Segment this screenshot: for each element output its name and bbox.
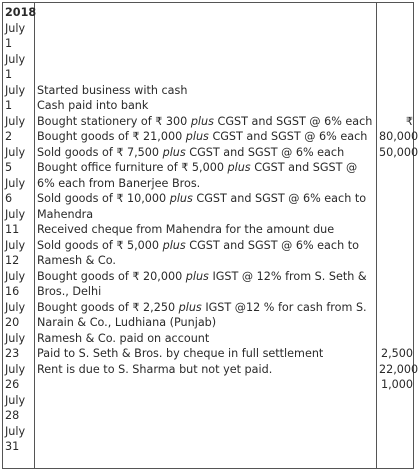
date-line: 6	[5, 192, 13, 205]
date-line: July	[5, 207, 26, 221]
date-line: July	[5, 176, 26, 190]
date-line: July	[5, 21, 26, 35]
year-label: 2018	[5, 6, 37, 19]
date-line: 23	[5, 347, 20, 360]
date-line: July	[5, 83, 26, 97]
date-line: 12	[5, 254, 20, 267]
amount-value: 1,000	[380, 378, 413, 391]
date-line: 1	[5, 37, 13, 50]
date-line: 11	[5, 223, 20, 236]
date-line: July	[5, 238, 26, 252]
date-line: 1	[5, 68, 13, 81]
transaction-entry: Cash paid into bank	[37, 99, 149, 112]
date-line: July	[5, 362, 26, 376]
date-line: July	[5, 52, 26, 66]
amount-column	[379, 5, 418, 393]
transaction-entry: Sold goods of ₹ 7,500 plus CGST and SGST @ 6% each	[37, 145, 345, 159]
transaction-entry: Bought goods of ₹ 2,250 plus IGST @12 % for cash from S. Narain & Co., Ludhiana (Punjab)	[37, 300, 367, 329]
date-line: 1	[5, 99, 13, 112]
date-line: 2	[5, 130, 13, 143]
transaction-entry: Sold goods of ₹ 10,000 plus CGST and SGST @ 6% each to Mahendra	[37, 192, 367, 221]
date-line: July	[5, 331, 26, 345]
transactions-table	[2, 2, 418, 469]
transaction-entry: Bought stationery of ₹ 300 plus CGST and SGST @ 6% each	[37, 114, 373, 128]
date-line: 20	[5, 316, 20, 329]
date-line: July	[5, 424, 26, 438]
amount-value: 50,000	[379, 145, 418, 159]
transaction-entry: Sold goods of ₹ 5,000 plus CGST and SGST @ 6% each to Ramesh & Co.	[37, 238, 359, 267]
amount-value: 80,000	[379, 130, 418, 143]
date-line: 16	[5, 285, 20, 298]
date-line: July	[5, 145, 26, 159]
date-line: 5	[5, 161, 13, 174]
transaction-entry: Bought goods of ₹ 20,000 plus IGST @ 12% from S. Seth & Bros., Delhi	[37, 269, 367, 298]
transaction-entry: Paid to S. Seth & Bros. by cheque in full settlement	[37, 347, 324, 360]
column-divider	[376, 3, 377, 468]
amount-value: 2,500	[380, 347, 413, 360]
date-line: July	[5, 393, 26, 407]
date-line: July	[5, 269, 26, 283]
transaction-entry: Rent is due to S. Sharma but not yet paid.	[37, 362, 273, 376]
date-line: 26	[5, 378, 20, 391]
transaction-entry: Bought office furniture of ₹ 5,000 plus CGST and SGST @ 6% each from Banerjee Bros.	[37, 161, 358, 190]
particulars-column	[37, 5, 375, 377]
amount-value: 22,000	[379, 362, 418, 376]
date-line: July	[5, 114, 26, 128]
transaction-entry: Started business with cash	[37, 83, 188, 97]
date-column	[5, 5, 35, 455]
date-line: 28	[5, 409, 20, 422]
transaction-entry: Received cheque from Mahendra for the amount due	[37, 223, 335, 236]
rupee-symbol: ₹	[405, 114, 413, 128]
transaction-entry: Ramesh & Co. paid on account	[37, 331, 210, 345]
date-line: 31	[5, 440, 20, 453]
transaction-entry: Bought goods of ₹ 21,000 plus CGST and SGST @ 6% each	[37, 130, 368, 143]
date-line: July	[5, 300, 26, 314]
